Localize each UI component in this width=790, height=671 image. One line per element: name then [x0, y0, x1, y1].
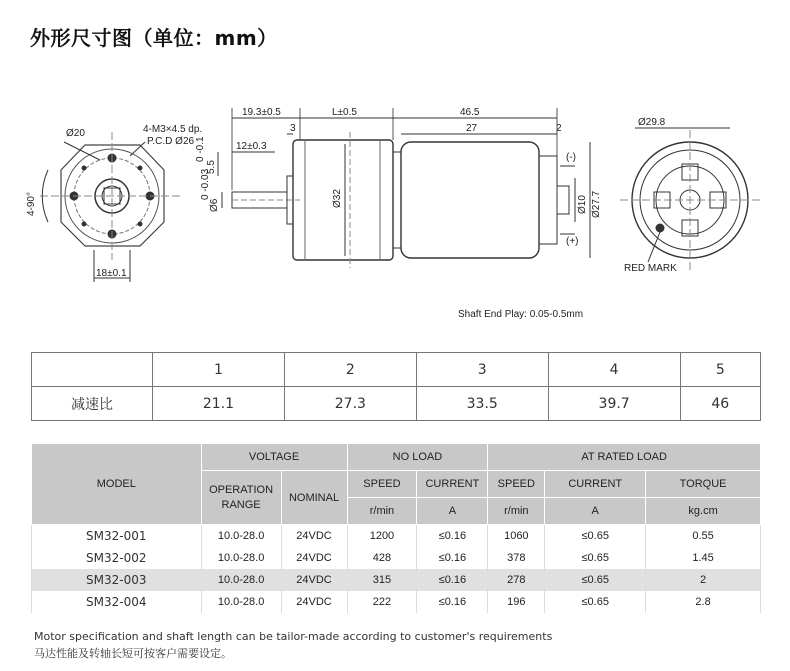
nl-speed-cell: 222: [347, 591, 417, 613]
torque-cell: 2: [646, 569, 761, 591]
spec-header-row-1: [32, 444, 761, 471]
header-nl-speed: SPEED: [347, 471, 417, 498]
label-plus: (+): [566, 236, 579, 247]
nl-speed-cell: 428: [347, 547, 417, 569]
model-cell: SM32-002: [32, 547, 202, 569]
header-nominal: NOMINAL: [281, 471, 347, 525]
ratio-header-row: [32, 353, 761, 387]
label-d7: 12±0.3: [236, 141, 267, 152]
dimension-drawing: [0, 100, 790, 340]
footnote: [34, 628, 552, 662]
header-at-rated-load: AT RATED LOAD: [488, 444, 761, 471]
ratio-header-cell: 1: [153, 353, 285, 387]
footnote-en: Motor specification and shaft length can be tailor-made according to customer's requirements: [34, 630, 553, 643]
header-model: MODEL: [32, 444, 202, 525]
nominal-cell: 24VDC: [281, 569, 347, 591]
label-d12: Ø27.7: [591, 190, 602, 218]
label-holes: 4-M3×4.5 dp.: [143, 124, 203, 135]
nl-current-cell: ≤0.16: [417, 569, 488, 591]
footnote-zh: 马达性能及转轴长短可按客户需要设定。: [34, 647, 232, 660]
ratio-header-cell: [32, 353, 153, 387]
ratio-value: 33.5: [416, 387, 548, 421]
nl-speed-cell: 1200: [347, 525, 417, 548]
unit-rl-current: A: [545, 498, 646, 525]
side-view: [218, 108, 590, 268]
label-d1: 19.3±0.5: [242, 107, 281, 118]
nl-current-cell: ≤0.16: [417, 591, 488, 613]
label-d9: Ø6: [209, 198, 220, 212]
label-pcd: P.C.D Ø26: [147, 136, 195, 147]
model-cell: SM32-003: [32, 569, 202, 591]
rl-current-cell: ≤0.65: [545, 591, 646, 613]
header-no-load: NO LOAD: [347, 444, 488, 471]
torque-cell: 2.8: [646, 591, 761, 613]
nl-current-cell: ≤0.16: [417, 547, 488, 569]
ratio-value: 39.7: [548, 387, 680, 421]
unit-nl-speed: r/min: [347, 498, 417, 525]
ratio-header-cell: 2: [284, 353, 416, 387]
label-angle: 4-90°: [26, 191, 37, 217]
range-cell: 10.0-28.0: [201, 569, 281, 591]
header-operation-range: OPERATION RANGE: [201, 471, 281, 525]
torque-cell: 1.45: [646, 547, 761, 569]
rl-current-cell: ≤0.65: [545, 525, 646, 548]
nl-current-cell: ≤0.16: [417, 525, 488, 548]
nl-speed-cell: 315: [347, 569, 417, 591]
header-rl-speed: SPEED: [488, 471, 545, 498]
range-cell: 10.0-28.0: [201, 591, 281, 613]
model-cell: SM32-004: [32, 591, 202, 613]
label-d8-tol: 0 -0.1: [195, 136, 206, 162]
ratio-value: 46: [680, 387, 760, 421]
unit-torque: kg.cm: [646, 498, 761, 525]
ratio-value: 21.1: [153, 387, 285, 421]
rear-view: [620, 128, 760, 270]
table-row: [32, 547, 761, 569]
header-nl-current: CURRENT: [417, 471, 488, 498]
ratio-header-cell: 3: [416, 353, 548, 387]
torque-cell: 0.55: [646, 525, 761, 548]
label-d10: Ø32: [332, 189, 343, 208]
label-width: 18±0.1: [96, 268, 127, 279]
spec-table: [31, 443, 761, 613]
header-torque: TORQUE: [646, 471, 761, 498]
table-row: [32, 591, 761, 613]
model-cell: SM32-001: [32, 525, 202, 548]
rl-current-cell: ≤0.65: [545, 569, 646, 591]
page-title: 外形尺寸图（单位：mm）: [30, 26, 278, 50]
front-view: [40, 132, 180, 282]
label-d11: Ø10: [577, 195, 588, 214]
label-d6: 2: [556, 123, 562, 134]
ratio-row-label: 减速比: [32, 387, 153, 421]
ratio-value-row: [32, 387, 761, 421]
rl-speed-cell: 196: [488, 591, 545, 613]
nominal-cell: 24VDC: [281, 547, 347, 569]
range-cell: 10.0-28.0: [201, 547, 281, 569]
table-row: [32, 525, 761, 548]
rl-speed-cell: 378: [488, 547, 545, 569]
rl-speed-cell: 278: [488, 569, 545, 591]
header-rl-current: CURRENT: [545, 471, 646, 498]
table-row: [32, 569, 761, 591]
nominal-cell: 24VDC: [281, 525, 347, 548]
ratio-header-cell: 5: [680, 353, 760, 387]
label-rear-dia: Ø29.8: [638, 117, 666, 128]
reduction-ratio-table: [31, 352, 761, 421]
rl-current-cell: ≤0.65: [545, 547, 646, 569]
unit-rl-speed: r/min: [488, 498, 545, 525]
label-d5: 27: [466, 123, 478, 134]
range-cell: 10.0-28.0: [201, 525, 281, 548]
header-voltage: VOLTAGE: [201, 444, 347, 471]
label-d2: L±0.5: [332, 107, 357, 118]
label-d9-tol: 0 -0.03: [200, 168, 211, 200]
nominal-cell: 24VDC: [281, 591, 347, 613]
ratio-value: 27.3: [284, 387, 416, 421]
label-d8: 5.5: [206, 160, 217, 174]
dimension-drawing-svg: [0, 100, 790, 340]
label-d4: 3: [290, 123, 296, 134]
label-d3: 46.5: [460, 107, 480, 118]
label-minus: (-): [566, 152, 576, 163]
label-red-mark: RED MARK: [624, 263, 677, 274]
unit-nl-current: A: [417, 498, 488, 525]
label-dia20: Ø20: [66, 128, 85, 139]
rl-speed-cell: 1060: [488, 525, 545, 548]
shaft-end-play-note: Shaft End Play: 0.05-0.5mm: [458, 309, 584, 320]
ratio-header-cell: 4: [548, 353, 680, 387]
